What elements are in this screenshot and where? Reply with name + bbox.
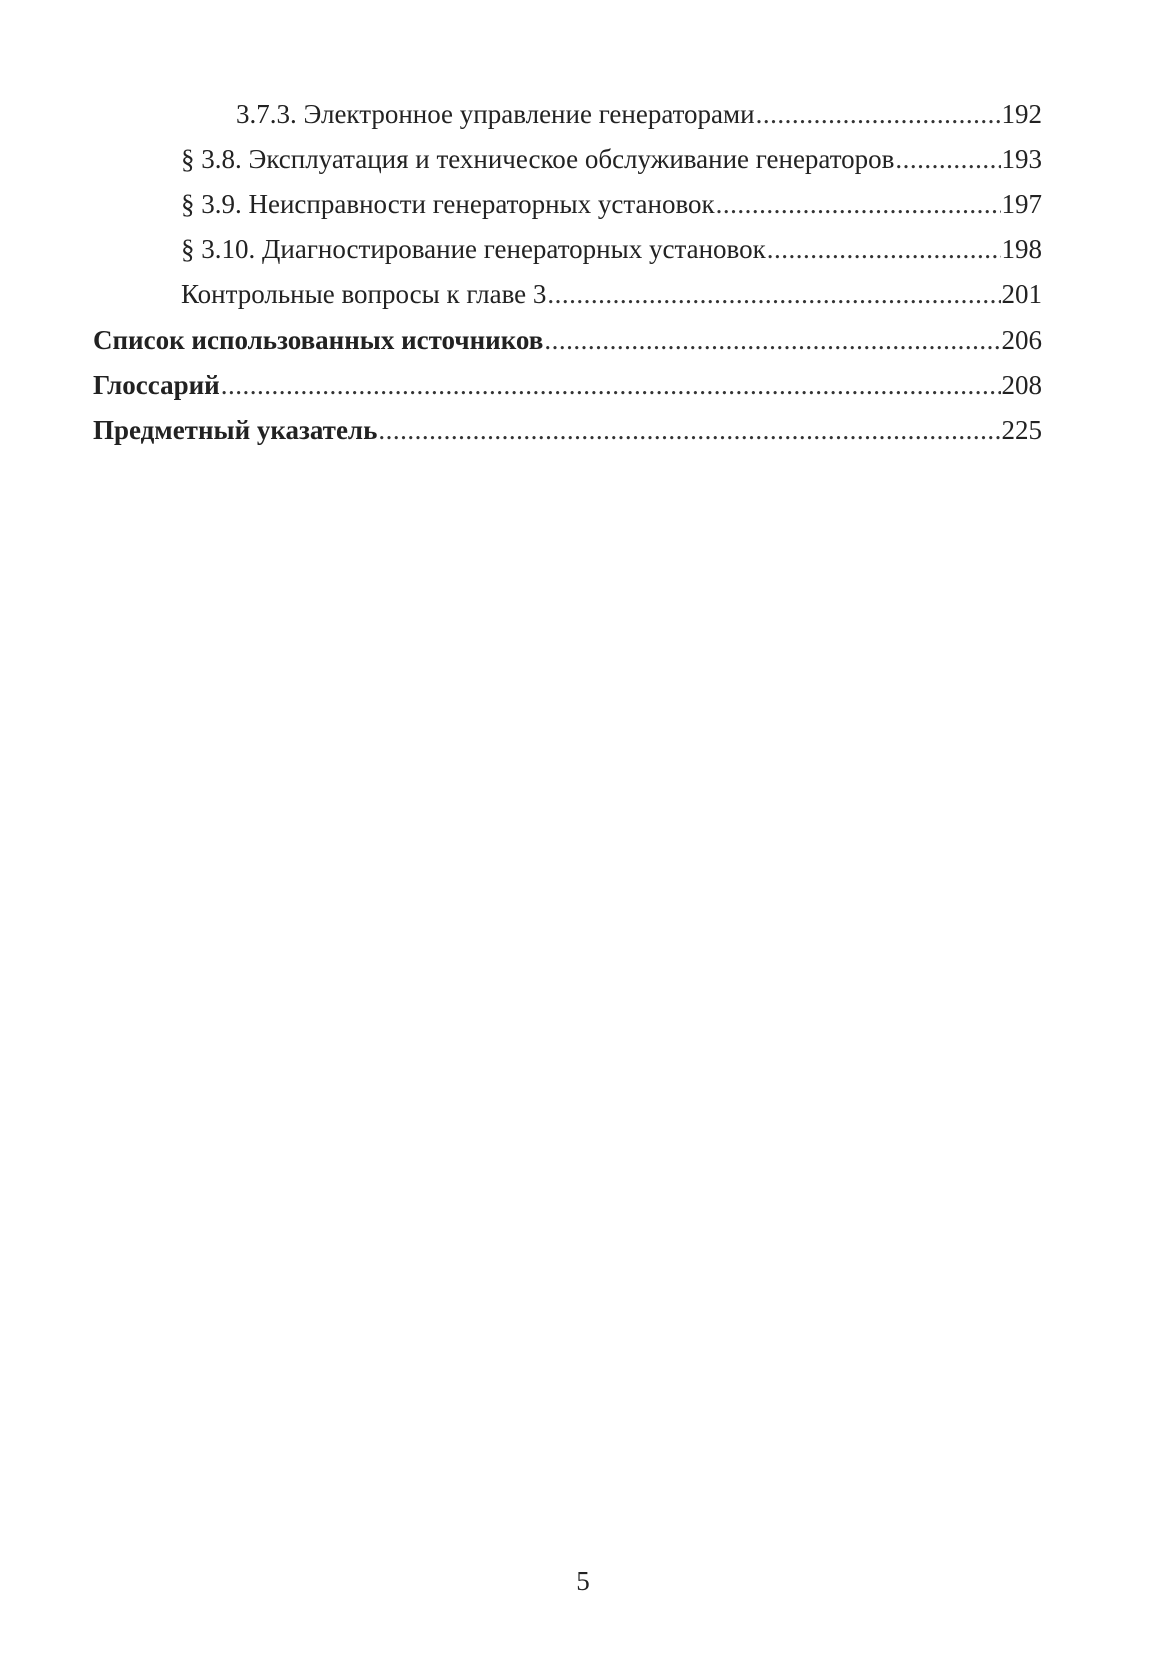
- toc-entry-title: § 3.8. Эксплуатация и техническое обслуживание генераторов: [181, 144, 895, 174]
- toc-entry-title: § 3.9. Неисправности генераторных установок: [181, 189, 715, 219]
- toc-entry-title: Список использованных источников: [93, 325, 544, 355]
- toc-entry-references[interactable]: [93, 324, 1042, 356]
- toc-entry-page: 225: [1001, 415, 1042, 445]
- page-number: 5: [576, 1566, 590, 1596]
- toc-entry-3-7-3[interactable]: [236, 98, 1042, 130]
- toc-entry-title: Глоссарий: [93, 370, 220, 400]
- toc-dot-leader: [716, 188, 1001, 220]
- toc-entry-page: 198: [1001, 234, 1042, 264]
- toc-entry-page: 206: [1001, 325, 1042, 355]
- toc-entry-review-questions[interactable]: [181, 278, 1042, 310]
- toc-entry-title: 3.7.3. Электронное управление генераторами: [236, 99, 755, 129]
- toc-dot-leader: [756, 98, 1001, 130]
- toc-entry-glossary[interactable]: [93, 369, 1042, 401]
- toc-entry-title: § 3.10. Диагностирование генераторных установок: [181, 234, 766, 264]
- toc-dot-leader: [221, 369, 1001, 401]
- toc-dot-leader: [767, 233, 1001, 265]
- toc-entry-subject-index[interactable]: [93, 414, 1042, 446]
- toc-entry-page: 193: [1001, 144, 1042, 174]
- toc-entry-3-10[interactable]: [181, 233, 1042, 265]
- toc-entry-page: 208: [1001, 370, 1042, 400]
- toc-dot-leader: [544, 324, 1000, 356]
- toc-entry-page: 201: [1001, 279, 1042, 309]
- toc-entry-page: 197: [1001, 189, 1042, 219]
- toc-dot-leader: [895, 143, 1000, 175]
- toc-entry-title: Контрольные вопросы к главе 3: [181, 279, 547, 309]
- toc-entry-page: 192: [1001, 99, 1042, 129]
- toc-entry-title: Предметный указатель: [93, 415, 378, 445]
- toc-entry-3-8[interactable]: [181, 143, 1042, 175]
- toc-dot-leader: [378, 414, 1000, 446]
- toc-dot-leader: [547, 278, 1000, 310]
- toc-entry-3-9[interactable]: [181, 188, 1042, 220]
